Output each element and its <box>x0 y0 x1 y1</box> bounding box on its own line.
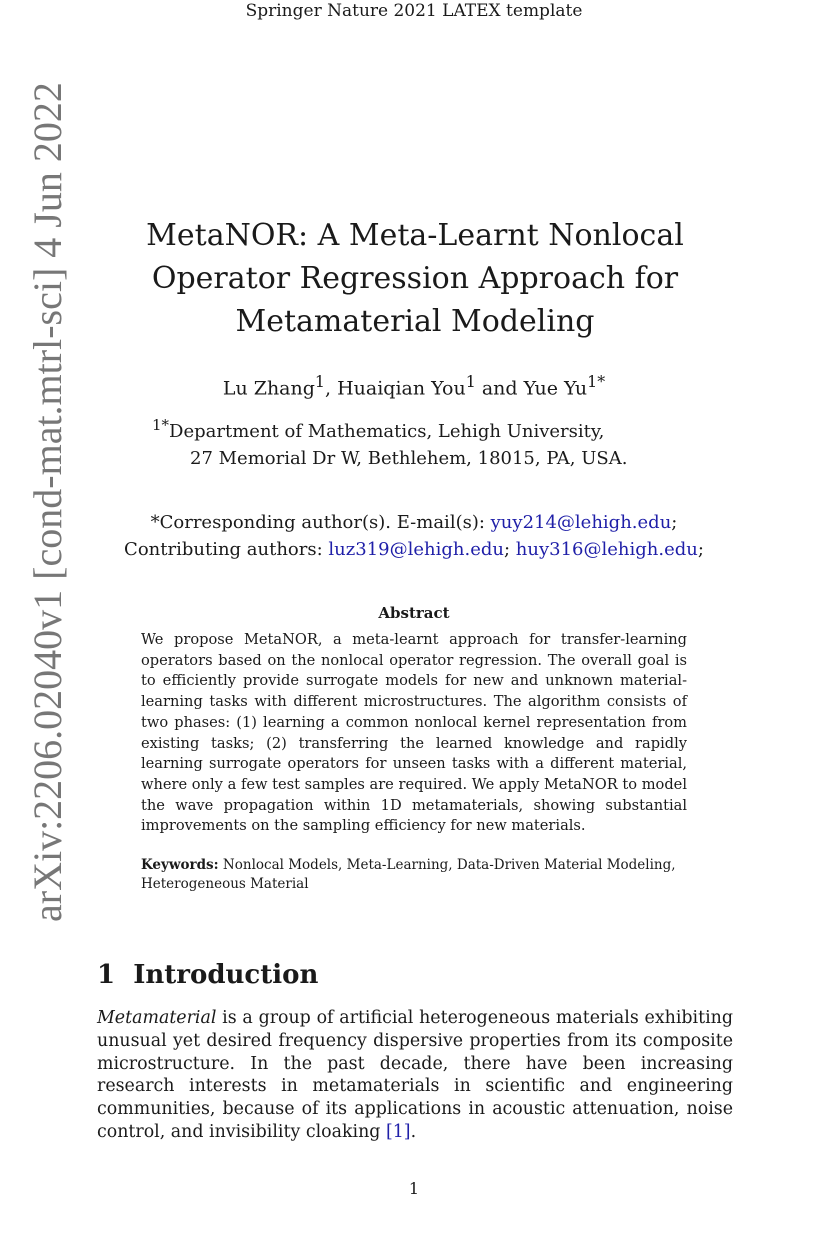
arxiv-identifier: arXiv:2206.02040v1 [cond-mat.mtrl-sci] 4 Jun 2022 <box>25 82 70 922</box>
corresponding-author <box>0 509 828 536</box>
author-affiliation-mark: 1 <box>314 372 325 391</box>
intro-end: . <box>410 1121 417 1142</box>
author-name: Yue Yu <box>523 377 588 400</box>
page-number: 1 <box>408 1179 420 1198</box>
separator: ; <box>503 539 511 560</box>
title-line: Operator Regression Approach for <box>151 261 679 296</box>
title-line: MetaNOR: A Meta-Learnt Nonlocal <box>146 218 684 253</box>
intro-text: is a group of artificial heterogeneous materials exhibiting unusual yet desired frequency dispersive properties from its composite microstructure. In the past decade, there have been increasing research interests in metamaterials in scientific and engineering communities, because of its applications in acoustic attenuation, noise control, and invisibility cloaking <box>97 1008 733 1142</box>
section-heading <box>97 960 318 990</box>
abstract-heading: Abstract <box>378 604 450 622</box>
author-separator: , <box>324 377 338 400</box>
affiliation-line-2: 27 Memorial Dr W, Bethlehem, 18015, PA, USA. <box>190 448 628 469</box>
author-separator: and <box>475 377 524 400</box>
affiliation <box>152 412 627 472</box>
intro-paragraph <box>97 1007 733 1144</box>
contributing-email-link-2[interactable]: huy316@lehigh.edu <box>515 539 698 560</box>
author-name: Lu Zhang <box>222 377 315 400</box>
author-affiliation-mark: 1 <box>465 372 476 391</box>
paper-title <box>100 214 730 343</box>
intro-term: Metamaterial <box>97 1008 217 1028</box>
contributing-email-link-1[interactable]: luz319@lehigh.edu <box>328 539 504 560</box>
citation-link[interactable]: [1] <box>385 1121 411 1142</box>
keywords <box>141 856 687 894</box>
abstract-text: We propose MetaNOR, a meta-learnt approach for transfer-learning operators based on the nonlocal operator regression. The overall goal is to efficiently provide surrogate models for new and unknown material-learning tasks with different microstructures. The algorithm consists of two phases: (1) learning a common nonlocal kernel representation from existing tasks; (2) transferring the learned knowledge and rapidly learning surrogate operators for unseen tasks with a different material, where only a few test samples are required. We apply MetaNOR to model the wave propagation within 1D metamaterials, showing substantial improvements on the sampling efficiency for new materials. <box>141 631 687 835</box>
section-title: Introduction <box>133 960 319 990</box>
contributing-label: Contributing authors: <box>124 539 329 560</box>
author-name: Huaiqian You <box>337 377 466 400</box>
section-number: 1 <box>97 960 116 990</box>
contact-info <box>0 509 828 563</box>
author-list <box>0 372 828 399</box>
title-line: Metamaterial Modeling <box>235 304 595 339</box>
author-affiliation-mark: 1* <box>587 372 606 391</box>
affiliation-mark: 1* <box>152 416 170 434</box>
corresponding-email-link[interactable]: yuy214@lehigh.edu <box>490 512 672 533</box>
separator: ; <box>697 539 704 560</box>
contributing-authors <box>0 536 828 563</box>
running-header: Springer Nature 2021 LATEX template <box>245 1 583 21</box>
corresponding-label: *Corresponding author(s). E-mail(s): <box>150 512 491 533</box>
keywords-text: Nonlocal Models, Meta-Learning, Data-Driven Material Modeling, Heterogeneous Material <box>141 857 676 892</box>
affiliation-line-1: Department of Mathematics, Lehigh University, <box>169 421 605 442</box>
keywords-label: Keywords: <box>141 857 219 873</box>
separator: ; <box>671 512 678 533</box>
